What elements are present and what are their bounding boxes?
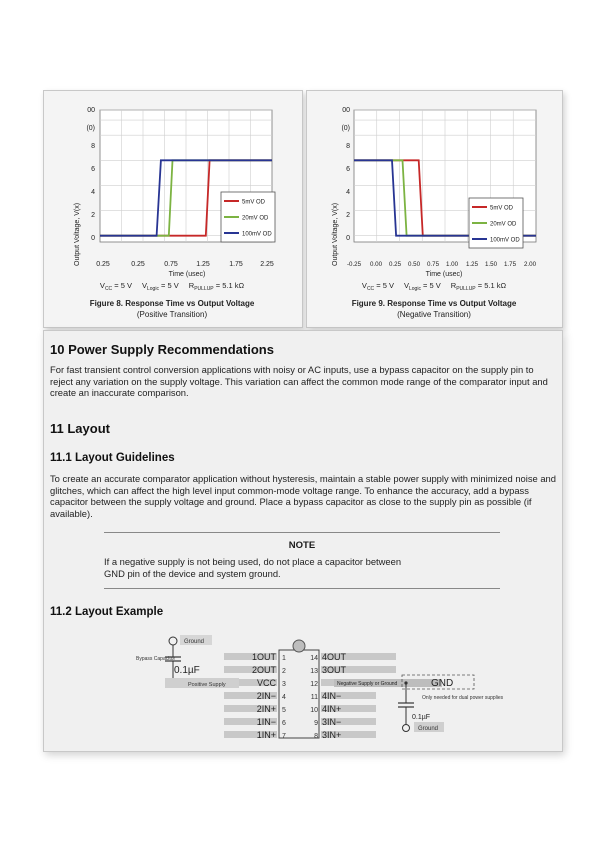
pin-name: 4OUT [322,652,347,662]
pin-name: 3IN− [322,717,342,727]
pin-name: 1OUT [251,652,276,662]
y-tick-labels [86,107,95,242]
pin-number: 11 [310,694,318,701]
note-bottom-rule [104,588,500,589]
x-tick-label: 1.25 [465,261,479,268]
pin-name: VCC [256,678,276,688]
y-tick-label: 4 [91,189,95,196]
pin-number: 9 [314,720,318,727]
x-tick-labels [96,261,274,268]
pin-number: 4 [282,694,286,701]
pin-name: 2OUT [251,665,276,675]
figure-caption-line-1: Figure 8. Response Time vs Output Voltage [89,299,255,308]
ground-label-left: Ground [184,639,205,645]
pin-name: 1IN+ [256,730,276,740]
legend-label: 20mV OD [242,215,269,222]
pin-name: 2IN− [256,691,276,701]
pin-number: 2 [282,668,286,675]
pin-name: 2IN+ [256,704,276,714]
pin-number: 12 [310,681,318,688]
x-tick-label: 1.75 [503,261,517,268]
y-tick-label: (0) [86,125,95,132]
pin-number: 14 [310,655,318,662]
figure-caption-line-2: (Negative Transition) [397,310,471,319]
pin-number: 1 [282,655,286,662]
y-tick-label: 00 [87,107,95,114]
note-top-rule [104,532,500,533]
capacitor-value-left: 0.1µF [174,665,200,676]
note-body: If a negative supply is not being used, do not place a capacitor between GND pin of the device and system ground. [104,556,402,579]
pin-name: 3IN+ [322,730,342,740]
pin-name: 3OUT [322,665,347,675]
x-tick-label: 0.00 [369,261,383,268]
legend-label: 5mV OD [242,199,266,206]
pin1-marker [293,640,305,652]
layout-example-diagram [44,621,562,746]
test-conditions: $V_{CC} = 5$ V $V_{Logic} = 5$ V $R_{PULLUP} = 5.1$ kΩ [99,281,245,292]
y-axis-label: Output Voltage, V(x) [332,202,339,266]
x-tick-labels [347,261,537,268]
gnd-label: GND [431,678,454,689]
x-tick-label: 0.25 [96,261,110,268]
y-tick-label: 6 [91,166,95,173]
section-10-title: 10 Power Supply Recommendations [50,342,274,357]
x-tick-label: 0.25 [131,261,145,268]
x-tick-label: 1.75 [229,261,243,268]
y-tick-label: 8 [91,143,95,150]
section-11-title: 11 Layout [50,421,110,436]
legend-label: 5mV OD [490,205,514,212]
chart-left [43,90,301,326]
x-tick-label: 1.25 [196,261,210,268]
test-conditions: $V_{CC} = 5$ V $V_{Logic} = 5$ V $R_{PULLUP} = 5.1$ kΩ [361,281,507,292]
note-title: NOTE [288,540,316,551]
pin-number: 13 [310,668,318,675]
pin-number: 5 [282,707,286,714]
pin-number: 3 [282,681,286,688]
x-tick-label: 2.25 [260,261,274,268]
section-10-body: For fast transient control conversion applications with noisy or AC inputs, use a bypass capacitor on the supply pin to reject any variation on the supply voltage. This variation can affect the common mode range of the comparator input and create an inaccurate comparison. [50,364,548,399]
y-tick-label: 00 [342,107,350,114]
y-tick-label: 2 [91,212,95,219]
y-tick-label: 8 [346,143,350,150]
x-axis-label: Time (usec) [425,271,463,278]
pin-number: 7 [282,733,286,740]
section-11-1-title: 11.1 Layout Guidelines [50,452,175,464]
y-tick-label: 0 [91,235,95,242]
pin-name: 4IN+ [322,704,342,714]
x-tick-label: 1.50 [484,261,498,268]
note-box [104,536,500,586]
pin-number: 6 [282,720,286,727]
negative-supply-label: Negative Supply or Ground [337,681,398,687]
x-tick-label: 0.75 [426,261,440,268]
pin-name: 4IN− [322,691,342,701]
pin-name: 1IN− [256,717,276,727]
pin-number: 10 [310,707,318,714]
y-tick-label: (0) [341,125,350,132]
chart-right [306,90,561,326]
x-tick-label: 2.00 [523,261,537,268]
figure-caption-line-1: Figure 9. Response Time vs Output Voltage [351,299,517,308]
capacitor-note-right: Only needed for dual power supplies [422,695,504,701]
y-tick-label: 2 [346,212,350,219]
section-11-2-title: 11.2 Layout Example [50,606,164,618]
ground-node-right [403,725,410,732]
y-tick-label: 0 [346,235,350,242]
x-tick-label: -0.25 [346,261,362,268]
x-tick-label: 0.25 [388,261,402,268]
ground-node-left [169,637,177,645]
x-axis-label: Time (usec) [168,271,206,278]
ground-label-right: Ground [418,726,439,732]
capacitor-value-right: 0.1µF [412,714,431,721]
legend-label: 100mV OD [490,237,520,244]
legend-label: 20mV OD [490,221,517,228]
bypass-capacitor-note-left: Bypass Capacitor [136,656,176,662]
section-11-1-body: To create an accurate comparator application without hysteresis, maintain a stable power supply with minimized noise and glitches, which can affect the high level input common-mode voltage range. To enhance the accuracy, add a bypass capacitor between the supply voltage and ground. Place a bypass capacitor as close to the supply pin as possible (if available). [50,473,556,519]
y-tick-labels [341,107,350,242]
pin-number: 8 [314,733,318,740]
positive-supply-label: Positive Supply [188,682,226,688]
x-tick-label: 0.50 [407,261,421,268]
legend-label: 100mV OD [242,231,272,238]
y-axis-label: Output Voltage, V(x) [74,202,81,266]
y-tick-label: 6 [346,166,350,173]
x-tick-label: 1.00 [445,261,459,268]
figure-caption-line-2: (Positive Transition) [136,310,208,319]
x-tick-label: 0.75 [164,261,178,268]
document-page [43,330,563,752]
y-tick-label: 4 [346,189,350,196]
